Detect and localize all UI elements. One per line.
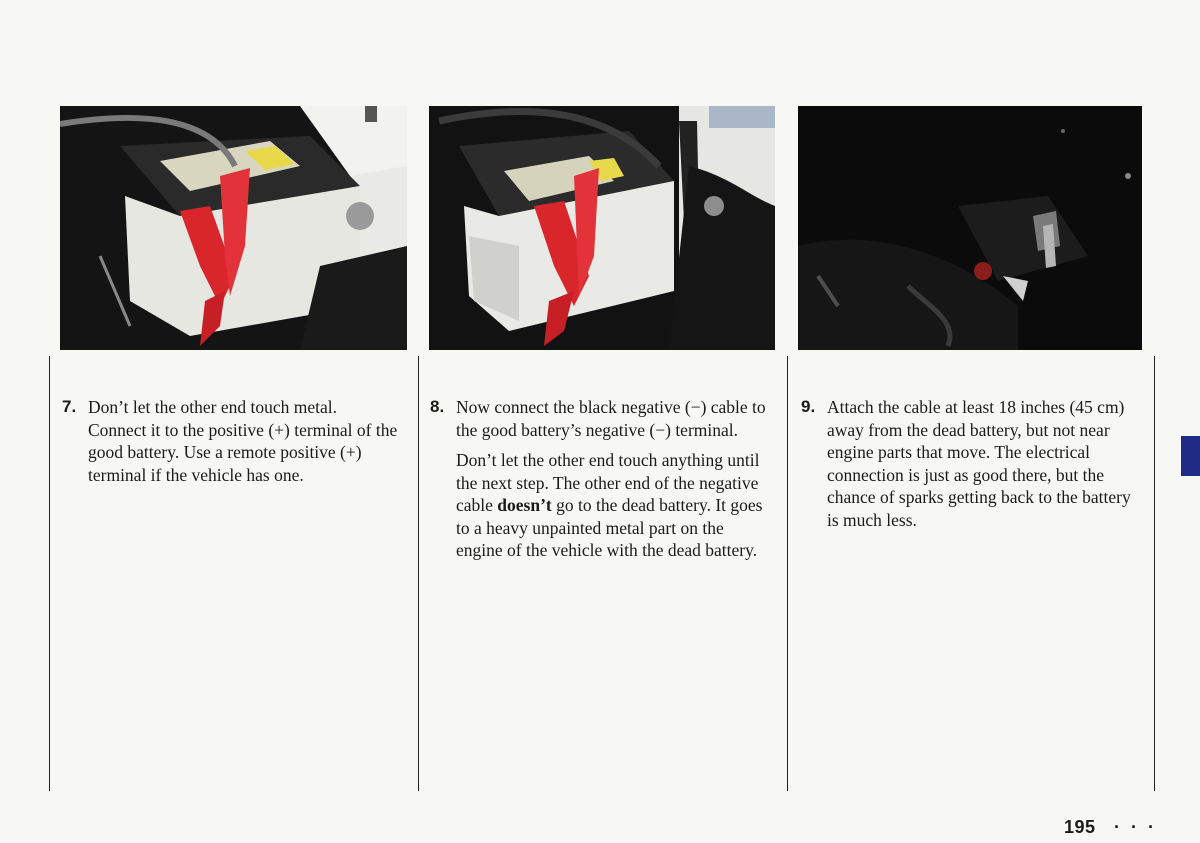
- step-paragraph: Don’t let the other end touch metal. Connect it to the positive (+) terminal of the good battery. Use a remote positive (+) terminal if the vehicle has one.: [88, 397, 398, 485]
- photo-clamp-negative-terminal: [429, 106, 775, 350]
- step-paragraph: [456, 449, 770, 562]
- photo-clamp-positive-terminal: [60, 106, 407, 350]
- section-thumb-tab: [1181, 436, 1200, 476]
- step-column-8: [430, 396, 770, 570]
- column-divider: [1154, 356, 1155, 791]
- column-divider: [787, 356, 788, 791]
- step-number: 9.: [801, 397, 816, 416]
- photo-ground-engine-metal: [798, 106, 1142, 350]
- emphasis-text: doesn’t: [497, 495, 552, 515]
- step-paragraph: Attach the cable at least 18 inches (45 cm) away from the dead battery, but not near engine parts that move. The electrical connection is just as good there, but the chance of sparks getting back to the battery is much less.: [827, 397, 1131, 530]
- step-number: 7.: [62, 397, 77, 416]
- paragraph-text: go to the dead battery. It goes to a heavy unpainted metal part on the engine of the vehicle with the dead battery.: [456, 495, 763, 560]
- column-divider: [418, 356, 419, 791]
- step-column-9: [801, 396, 1146, 539]
- step-column-7: [62, 396, 398, 494]
- column-divider: [49, 356, 50, 791]
- paragraph-text: Don’t let the other end touch anything until the next step. The other end of the negative cable: [456, 450, 760, 515]
- step-number: 8.: [430, 397, 445, 416]
- page-number: 195: [1064, 817, 1096, 837]
- page-number-dots: · · ·: [1114, 817, 1157, 837]
- step-paragraph: Now connect the black negative (−) cable to the good battery’s negative (−) terminal.: [456, 397, 766, 440]
